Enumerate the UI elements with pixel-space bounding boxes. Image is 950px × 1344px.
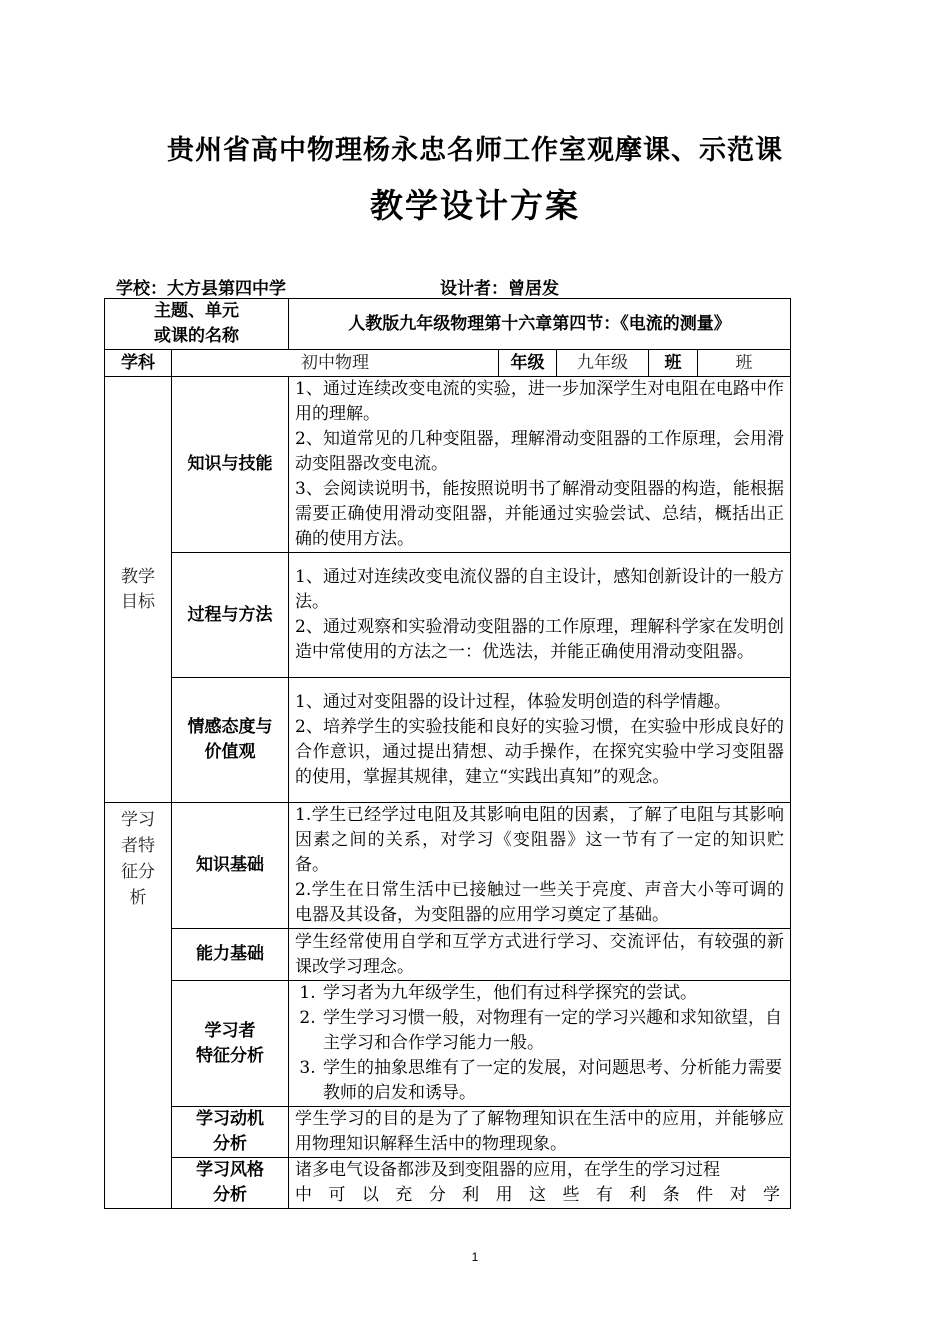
motivation-label-line2: 分析 [213,1134,247,1154]
topic-label-line2: 或课的名称 [154,326,239,346]
designer-field: 设计者：曾居发 [440,279,559,299]
motivation-row [105,1107,791,1158]
document-title-line2: 教学设计方案 [370,186,580,225]
motivation-label [172,1107,289,1158]
learner-analysis-label-line: 征分 [121,862,155,882]
knowledge-base-line: 1.学生已经学过电阻及其影响电阻的因素，了解了电阻与其影响因素之间的关系，对学习《变阻器》这一节有了一定的知识贮备。 [295,805,785,875]
lesson-plan-table [104,298,791,1209]
learner-analysis-label-line: 者特 [121,836,155,856]
process-method-line: 1、通过对连续改变电流仪器的自主设计，感知创新设计的一般方法。 [295,567,785,612]
learner-features-item: 3. 学生的抽象思维有了一定的发展，对问题思考、分析能力需要教师的启发和诱导。 [321,1056,784,1106]
learning-style-label [172,1158,289,1209]
learner-features-item: 2. 学生学习习惯一般，对物理有一定的学习兴趣和求知欲望，自主学习和合作学习能力一般。 [321,1006,784,1056]
emotion-value-content [289,678,791,803]
learning-style-line1: 诸多电气设备都涉及到变阻器的应用，在学生的学习过程 [295,1160,720,1180]
topic-row [105,299,791,350]
emotion-value-label-line1: 情感态度与 [187,717,273,737]
learner-features-list [295,981,784,1106]
learner-features-content [289,981,791,1107]
learning-style-line2: 中可以充分利用这些有利条件对学 [295,1185,785,1205]
learner-features-item: 1. 学习者为九年级学生，他们有过科学探究的尝试。 [321,981,784,1006]
process-method-label: 过程与方法 [172,553,289,678]
subject-label: 学科 [105,350,172,377]
learner-analysis-label [105,803,172,1209]
emotion-value-line: 2、培养学生的实验技能和良好的实验习惯，在实验中形成良好的合作意识，通过提出猜想、动手操作，在探究实验中学习变阻器的使用，掌握其规律，建立“实践出真知”的观念。 [295,717,785,787]
learning-style-content [289,1158,791,1209]
learning-style-row [105,1158,791,1209]
ability-base-text: 学生经常使用自学和互学方式进行学习、交流评估，有较强的新课改学习理念。 [295,931,785,977]
teaching-goals-label [105,377,172,803]
subject-row [105,350,791,377]
topic-value: 人教版九年级物理第十六章第四节：《电流的测量》 [289,299,791,350]
knowledge-skill-line: 3、会阅读说明书，能按照说明书了解滑动变阻器的构造，能根据需要正确使用滑动变阻器，并能通过实验尝试、总结，概括出正确的使用方法。 [295,479,785,549]
learner-features-label-line1: 学习者 [204,1020,256,1041]
document-title-line1: 贵州省高中物理杨永忠名师工作室观摩课、示范课 [167,135,783,166]
ability-base-content [289,929,791,981]
learner-analysis-label-line: 学习 [121,810,155,830]
process-method-row [105,553,791,678]
class-value: 班 [698,350,791,377]
grade-label: 年级 [499,350,557,377]
grade-value: 九年级 [557,350,649,377]
knowledge-base-line: 2.学生在日常生活中已接触过一些关于亮度、声音大小等可调的电器及其设备，为变阻器的应用学习奠定了基础。 [295,880,785,925]
knowledge-skill-label: 知识与技能 [172,377,289,553]
topic-label [105,299,289,350]
subject-value: 初中物理 [172,350,499,377]
teaching-goals-label-line2: 目标 [121,591,155,612]
knowledge-skill-line: 2、知道常见的几种变阻器，理解滑动变阻器的工作原理，会用滑动变阻器改变电流。 [295,429,785,474]
learning-style-label-line2: 分析 [213,1185,247,1205]
knowledge-skill-row [105,377,791,553]
teaching-goals-label-line1: 教学 [121,566,155,587]
emotion-value-label [172,678,289,803]
emotion-value-label-line2: 价值观 [204,742,256,762]
page-number: 1 [471,1250,479,1264]
process-method-line: 2、通过观察和实验滑动变阻器的工作原理，理解科学家在发明创造中常使用的方法之一：优选法，并能正确使用滑动变阻器。 [295,617,785,662]
class-label: 班 [649,350,698,377]
emotion-value-row [105,678,791,803]
motivation-label-line1: 学习动机 [196,1109,264,1129]
knowledge-base-label: 知识基础 [172,803,289,929]
knowledge-base-row [105,803,791,929]
learner-analysis-label-line: 析 [129,888,147,908]
motivation-content [289,1107,791,1158]
ability-base-label: 能力基础 [172,929,289,981]
ability-base-row [105,929,791,981]
topic-label-line1: 主题、单元 [154,301,239,321]
learner-features-label-line2: 特征分析 [196,1045,264,1066]
knowledge-base-content [289,803,791,929]
school-field: 学校：大方县第四中学 [116,279,286,299]
learner-features-label [172,981,289,1107]
process-method-content [289,553,791,678]
knowledge-skill-line: 1、通过连续改变电流的实验，进一步加深学生对电阻在电路中作用的理解。 [295,379,785,424]
learner-features-row [105,981,791,1107]
emotion-value-line: 1、通过对变阻器的设计过程，体验发明创造的科学情趣。 [295,692,731,712]
motivation-text: 学生学习的目的是为了了解物理知识在生活中的应用，并能够应用物理知识解释生活中的物理现象。 [295,1109,785,1154]
learning-style-label-line1: 学习风格 [196,1160,264,1180]
knowledge-skill-content [289,377,791,553]
